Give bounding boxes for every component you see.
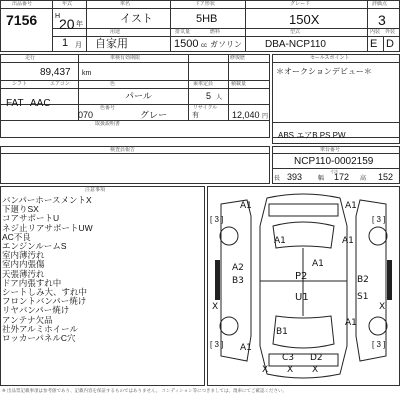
door-type: 5HB: [196, 13, 218, 25]
note-line: シートしみ大、すれ中: [2, 287, 88, 298]
usage: 自家用: [95, 38, 128, 50]
year-unit: 年: [76, 21, 83, 28]
exterior-grade: D: [386, 38, 394, 50]
month-unit: 月: [75, 42, 82, 49]
displacement: 1500: [174, 38, 199, 50]
damage-mark: A1: [240, 343, 252, 353]
damage-mark: A2: [232, 263, 244, 273]
chassis-model: DBA-NCP110: [265, 39, 326, 50]
damage-mark: C3: [282, 353, 295, 363]
sales-point-text: ＊オークションデビュー＊: [276, 67, 372, 76]
damage-mark: A1: [312, 259, 324, 269]
damage-mark: X: [212, 302, 219, 312]
auction-sheet: 出品番号 年式 車名 ドア形状 グレード 評価点 用途 排気量 燃料 型式 内装 外装 7156 H 20 年 1 月 イスト 自家用 5HB 1500 cc ガソリン 150X DBA-NCP110 3 E D 走行 車検有効期限 修復歴 シフト エアコン 色 乗車定員 積載量 色番号 リサイクル 取扱説明書 89,437 km FAT AAC パール 5 人 070 グレー 有 12,040 円 セールスポイント ＊オークションデビュー＊ ABS エアB PS PW 検査員報告 車台番号 NCP110-0002159 寸法 長 393 幅 172 高 152 注意事項 バンパーホースメントX 下廻りSX コアサポートU ネジ止リアサポートUW AC不良 エンジンルームS 室内薄汚れ 室内内張傷 天張薄汚れ ドア内張すれ中 シートしみ大、すれ中 フロントバンパー焼け リヤバンパー焼け アンテナ欠品 社外アルミホイール ロッカーパネルC穴 A1 A1 A1 A1 A2 B3 A1 P2 U1 B2 S1 X X A1 B1 A1 C3 D2 X X X [ 3 ] [ 3 ] [ 3 ] [ 3 ] ※ 出品票記載事項は参考値であり、記載内容を保証するものではありません。 コンディション等につきましては、現車にてご確認ください。: [0, 0, 400, 400]
damage-mark: B3: [232, 276, 244, 286]
year-era: H: [55, 13, 61, 20]
note-line: 社外アルミホイール: [2, 323, 78, 334]
model-year: 20: [59, 16, 75, 32]
note-line: アンテナ欠品: [2, 314, 53, 325]
height-label: 高: [360, 176, 367, 182]
recycle-flag: 有: [192, 112, 199, 119]
fuel-type: ガソリン: [210, 40, 242, 49]
note-line: AC不良: [2, 231, 31, 242]
capacity-unit: 人: [216, 95, 223, 101]
damage-mark: A1: [345, 318, 357, 328]
color-code: 070: [78, 110, 94, 120]
damage-mark: U1: [295, 292, 309, 303]
damage-mark: X: [287, 365, 294, 375]
passenger-capacity: 5: [206, 91, 212, 101]
note-line: フロントバンパー焼け: [2, 296, 87, 307]
note-line: 室内薄汚れ: [2, 250, 45, 261]
grade: 150X: [289, 12, 320, 27]
interior-color: グレー: [140, 110, 168, 120]
note-line: 天張薄汚れ: [2, 268, 45, 279]
equipment-list: ABS エアB PS PW: [278, 131, 346, 140]
inspection-notes: [2, 196, 202, 343]
mileage: 89,437: [40, 67, 71, 78]
displacement-unit: cc: [201, 43, 207, 49]
note-line: 室内内張傷: [2, 259, 45, 270]
interior-grade: E: [370, 38, 378, 50]
recycle-unit: 円: [262, 114, 269, 120]
note-line: ネジ止リアサポートUW: [2, 222, 93, 233]
corner-mark: [ 3 ]: [372, 215, 386, 224]
body-color: パール: [125, 91, 152, 101]
registration-month: 1: [62, 37, 69, 49]
damage-mark: S1: [357, 292, 369, 302]
corner-mark: [ 3 ]: [372, 340, 386, 349]
height-value: 152: [378, 172, 394, 182]
transmission: FAT: [6, 98, 24, 109]
damage-mark: X: [262, 365, 269, 375]
aircon: AAC: [30, 98, 51, 109]
lot-number: 7156: [6, 12, 38, 28]
damage-mark: A1: [274, 236, 286, 246]
note-line: 下廻りSX: [2, 204, 39, 215]
length-value: 393: [287, 172, 303, 182]
recycle-fee: 12,040: [232, 110, 260, 120]
width-value: 172: [334, 172, 350, 182]
damage-mark: X: [379, 302, 386, 312]
note-line: ドア内張すれ中: [2, 277, 62, 288]
damage-mark: B2: [357, 275, 369, 285]
score: 3: [378, 12, 386, 28]
note-line: ロッカーパネルC穴: [2, 333, 76, 344]
corner-mark: [ 3 ]: [210, 340, 224, 349]
car-name: イスト: [120, 13, 153, 25]
note-line: コアサポートU: [2, 213, 60, 224]
damage-mark: A1: [345, 201, 357, 211]
footer-disclaimer: ※ 出品票記載事項は参考値であり、記載内容を保証するものではありません。 コンディション等につきましては、現車にてご確認ください。: [2, 388, 287, 393]
damage-mark: B1: [276, 327, 288, 337]
chassis-number: NCP110-0002159: [294, 156, 374, 167]
length-label: 長: [274, 176, 281, 182]
damage-mark: X: [312, 365, 319, 375]
note-line: リヤバンパー焼け: [2, 305, 70, 316]
corner-mark: [ 3 ]: [210, 215, 224, 224]
damage-mark: P2: [295, 271, 308, 282]
damage-mark: A1: [342, 236, 354, 246]
note-line: バンパーホースメントX: [2, 195, 92, 205]
width-label: 幅: [318, 176, 325, 182]
mileage-unit: km: [82, 70, 92, 77]
damage-mark: A1: [240, 201, 252, 211]
note-line: エンジンルームS: [2, 241, 67, 252]
damage-mark: D2: [310, 353, 323, 363]
